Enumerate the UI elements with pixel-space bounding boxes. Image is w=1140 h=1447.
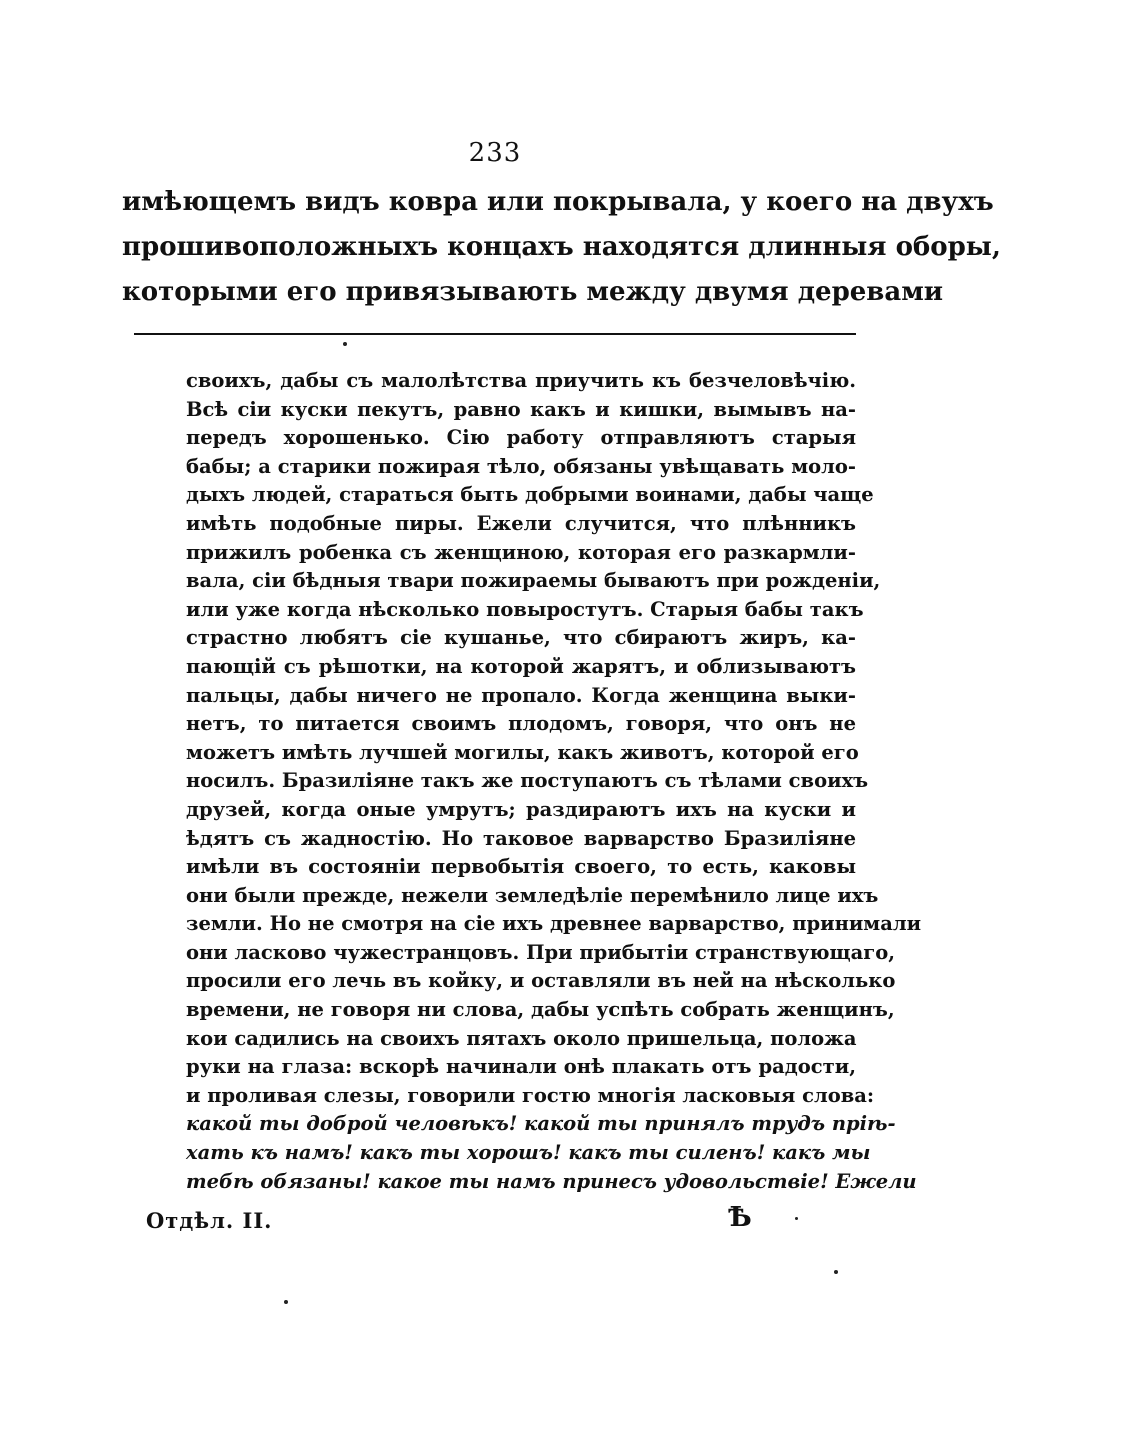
footnote-line: времени, не говоря ни слова, дабы успѣть собрать женщинъ, xyxy=(186,998,895,1022)
footnote-line: своихъ, дабы съ малолѣтства приучить къ безчеловѣчію. xyxy=(186,369,856,392)
footnote-line: или уже когда нѣсколько повыростутъ. Старыя бабы такъ xyxy=(186,597,864,621)
footnote-line: нетъ, то питается своимъ плодомъ, говоря, что онъ не xyxy=(186,712,856,736)
footnote-line: прижилъ робенка съ женщиною, которая его разкармли- xyxy=(186,540,856,564)
footnote-line: носилъ. Бразиліяне такъ же поступаютъ съ тѣлами своихъ xyxy=(186,769,869,793)
footnote-line: и проливая слезы, говорили гостю многія ласковыя слова: xyxy=(186,1083,875,1107)
footnote-line: ѣдятъ съ жадностію. Но таковое варварство Бразиліяне xyxy=(186,826,856,850)
scan-speck xyxy=(343,342,347,346)
page-number: 233 xyxy=(468,138,522,168)
footnote-line: дыхъ людей, стараться быть добрыми воинами, дабы чаще xyxy=(186,483,874,507)
footnote xyxy=(186,367,922,1196)
footnote-line: пальцы, дабы ничего не пропало. Когда женщина выки- xyxy=(186,683,856,707)
footnote-line: хать къ намъ! какъ ты хорошъ! какъ ты силенъ! какъ мы xyxy=(186,1141,871,1165)
footnote-line: друзей, когда оные умрутъ; раздираютъ ихъ на куски и xyxy=(186,797,856,821)
footnote-line: пающій съ рѣшотки, на которой жарятъ, и облизываютъ xyxy=(186,654,856,678)
signature-mark: Ѣ xyxy=(728,1202,752,1233)
main-text-line: которыми его привязывають между двумя деревами xyxy=(122,277,944,307)
footnote-line: просили его лечь въ койку, и оставляли въ ней на нѣсколько xyxy=(186,969,896,993)
footnote-divider xyxy=(134,333,856,335)
footnote-line: кои садились на своихъ пятахъ около пришельца, положа xyxy=(186,1026,857,1050)
footnote-line: земли. Но не смотря на сіе ихъ древнее варварство, принимали xyxy=(186,912,922,936)
scan-speck xyxy=(795,1217,798,1220)
footnote-line: они ласково чужестранцовъ. При прибытіи странствующаго, xyxy=(186,940,895,964)
footnote-line: вала, сіи бѣдныя твари пожираемы бываютъ при рожденіи, xyxy=(186,569,881,593)
main-text-line: прошивоположныхъ концахъ находятся длинныя оборы, xyxy=(122,232,1001,262)
footnote-line: передъ хорошенько. Сію работу отправляютъ старыя xyxy=(186,426,856,450)
scan-speck xyxy=(284,1300,288,1304)
main-text-line: имѣющемъ видъ ковра или покрывала, у коего на двухъ xyxy=(122,187,994,217)
footnote-line: Всѣ сіи куски пекутъ, равно какъ и кишки, вымывъ на- xyxy=(186,397,856,421)
footnote-line: тебѣ обязаны! какое ты намъ принесъ удовольствіе! Ежели xyxy=(186,1169,917,1193)
footnote-line: можетъ имѣть лучшей могилы, какъ животъ, которой его xyxy=(186,740,859,764)
main-text xyxy=(122,180,1001,315)
section-label: Отдѣл. II. xyxy=(146,1208,273,1233)
footnote-line: руки на глаза: вскорѣ начинали онѣ плакать отъ радости, xyxy=(186,1055,856,1079)
footnote-line: страстно любятъ сіе кушанье, что сбираютъ жиръ, ка- xyxy=(186,626,856,650)
footnote-line: они были прежде, нежели земледѣліе перемѣнило лице ихъ xyxy=(186,883,879,907)
footnote-line: бабы; а старики пожирая тѣло, обязаны увѣщавать моло- xyxy=(186,454,856,478)
scan-speck xyxy=(834,1270,838,1274)
footnote-line: какой ты доброй человѣкъ! какой ты принялъ трудъ прiѣ- xyxy=(186,1112,896,1136)
footnote-line: имѣть подобные пиры. Ежели случится, что плѣнникъ xyxy=(186,511,856,535)
footnote-line: имѣли въ состояніи первобытія своего, то есть, каковы xyxy=(186,855,856,879)
